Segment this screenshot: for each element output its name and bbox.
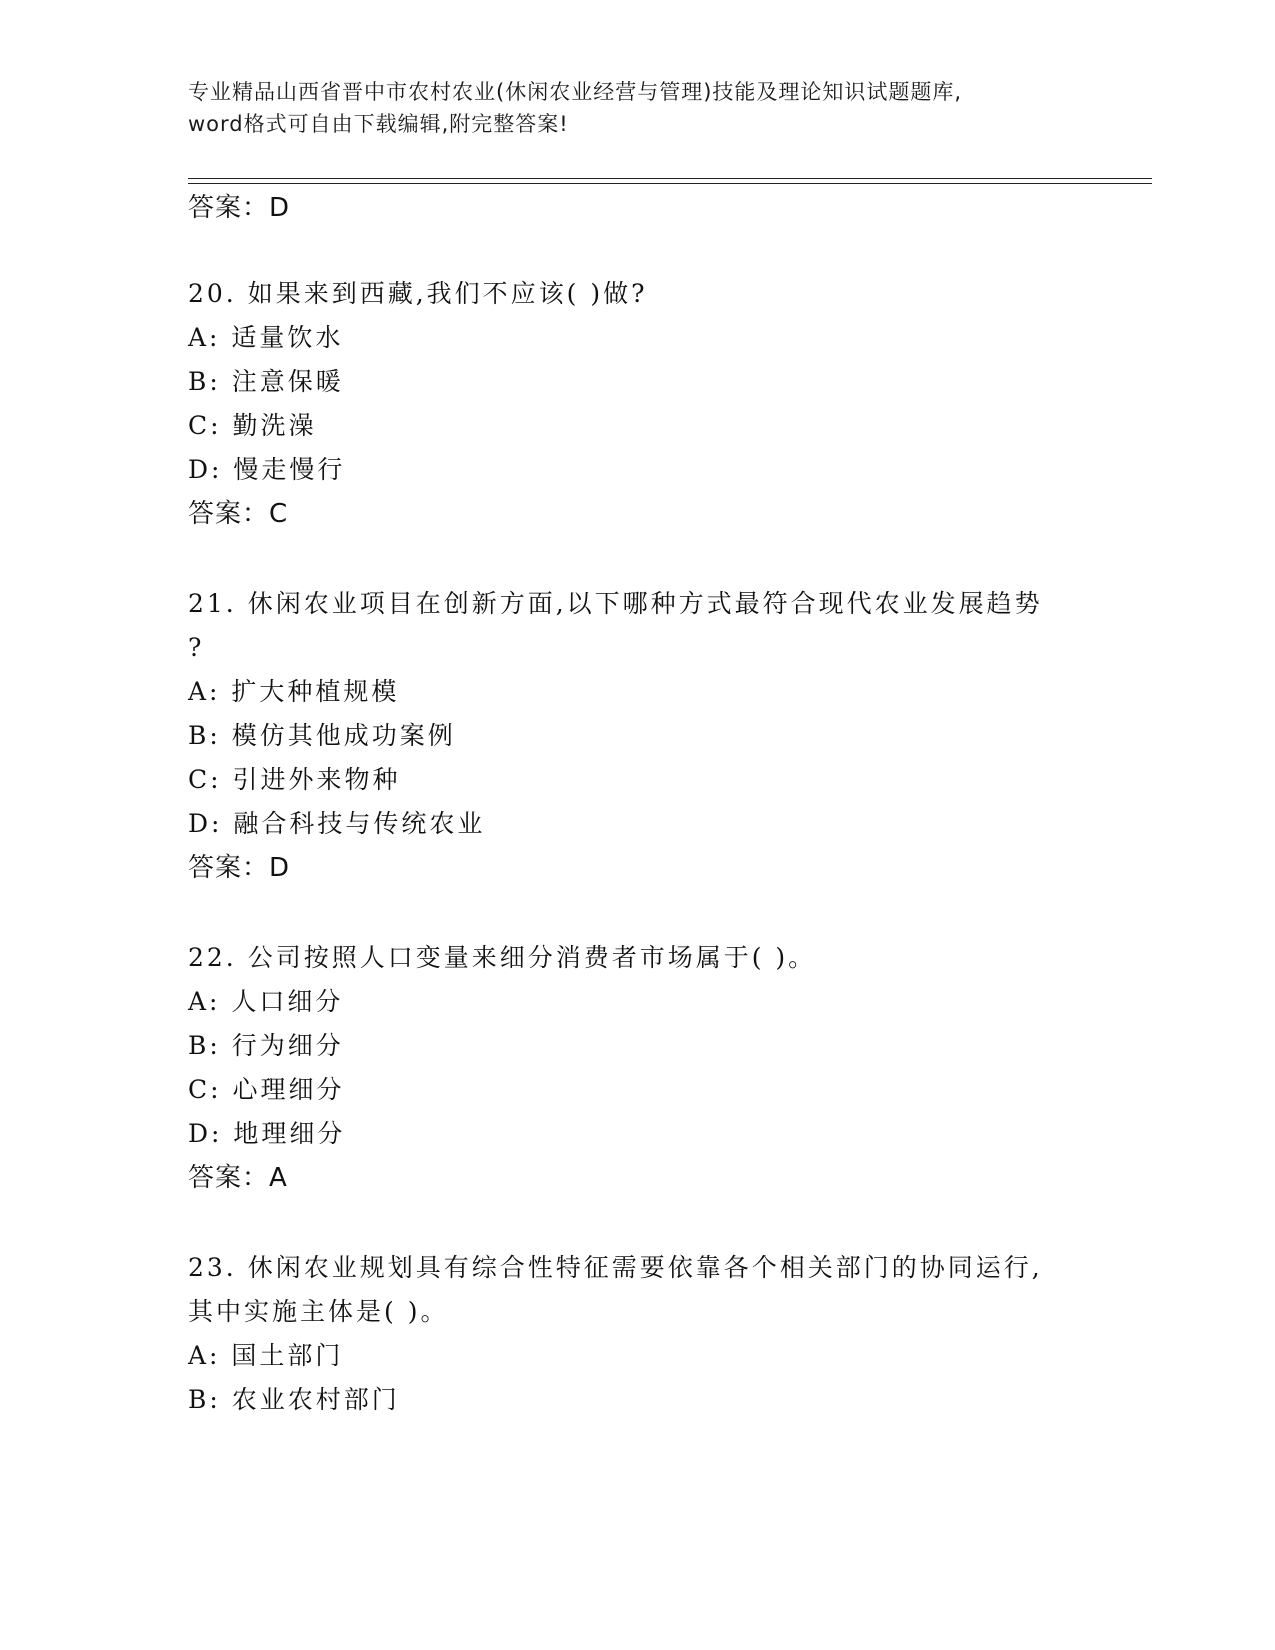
question-22-option-a: A: 人口细分 (188, 987, 344, 1016)
question-21-option-d: D: 融合科技与传统农业 (188, 809, 486, 838)
question-22-option-b: B: 行为细分 (188, 1031, 344, 1060)
question-20-stem: 20. 如果来到西藏,我们不应该( )做? (188, 279, 648, 308)
answer-label: 答案：D (188, 193, 291, 223)
question-20-answer: 答案：C (188, 499, 289, 529)
question-22-option-c: C: 心理细分 (188, 1075, 345, 1104)
question-20-option-c: C: 勤洗澡 (188, 411, 317, 440)
question-21-answer: 答案：D (188, 853, 291, 883)
question-21-option-c: C: 引进外来物种 (188, 765, 401, 794)
header-divider-bottom (188, 183, 1152, 184)
header-divider-top (188, 178, 1152, 179)
question-23-stem-line-2: 其中实施主体是( )。 (188, 1297, 449, 1326)
question-21-stem-line-2: ? (188, 633, 205, 662)
question-21-stem-line-1: 21. 休闲农业项目在创新方面,以下哪种方式最符合现代农业发展趋势 (188, 589, 1043, 618)
question-22-answer: 答案：A (188, 1163, 288, 1193)
question-21-option-a: A: 扩大种植规模 (188, 677, 400, 706)
header-title-line-1: 专业精品山西省晋中市农村农业(休闲农业经营与管理)技能及理论知识试题题库, (188, 80, 963, 104)
question-23-option-a: A: 国土部门 (188, 1341, 344, 1370)
question-20-option-d: D: 慢走慢行 (188, 455, 346, 484)
question-22-stem: 22. 公司按照人口变量来细分消费者市场属于( )。 (188, 943, 817, 972)
question-20-option-a: A: 适量饮水 (188, 323, 344, 352)
question-22-option-d: D: 地理细分 (188, 1119, 346, 1148)
document-header (188, 76, 1088, 140)
question-20-option-b: B: 注意保暖 (188, 367, 344, 396)
question-21-option-b: B: 模仿其他成功案例 (188, 721, 456, 750)
question-23-option-b: B: 农业农村部门 (188, 1385, 400, 1414)
header-title-line-2: word格式可自由下载编辑,附完整答案! (188, 112, 569, 136)
question-23-stem-line-1: 23. 休闲农业规划具有综合性特征需要依靠各个相关部门的协同运行, (188, 1253, 1043, 1282)
